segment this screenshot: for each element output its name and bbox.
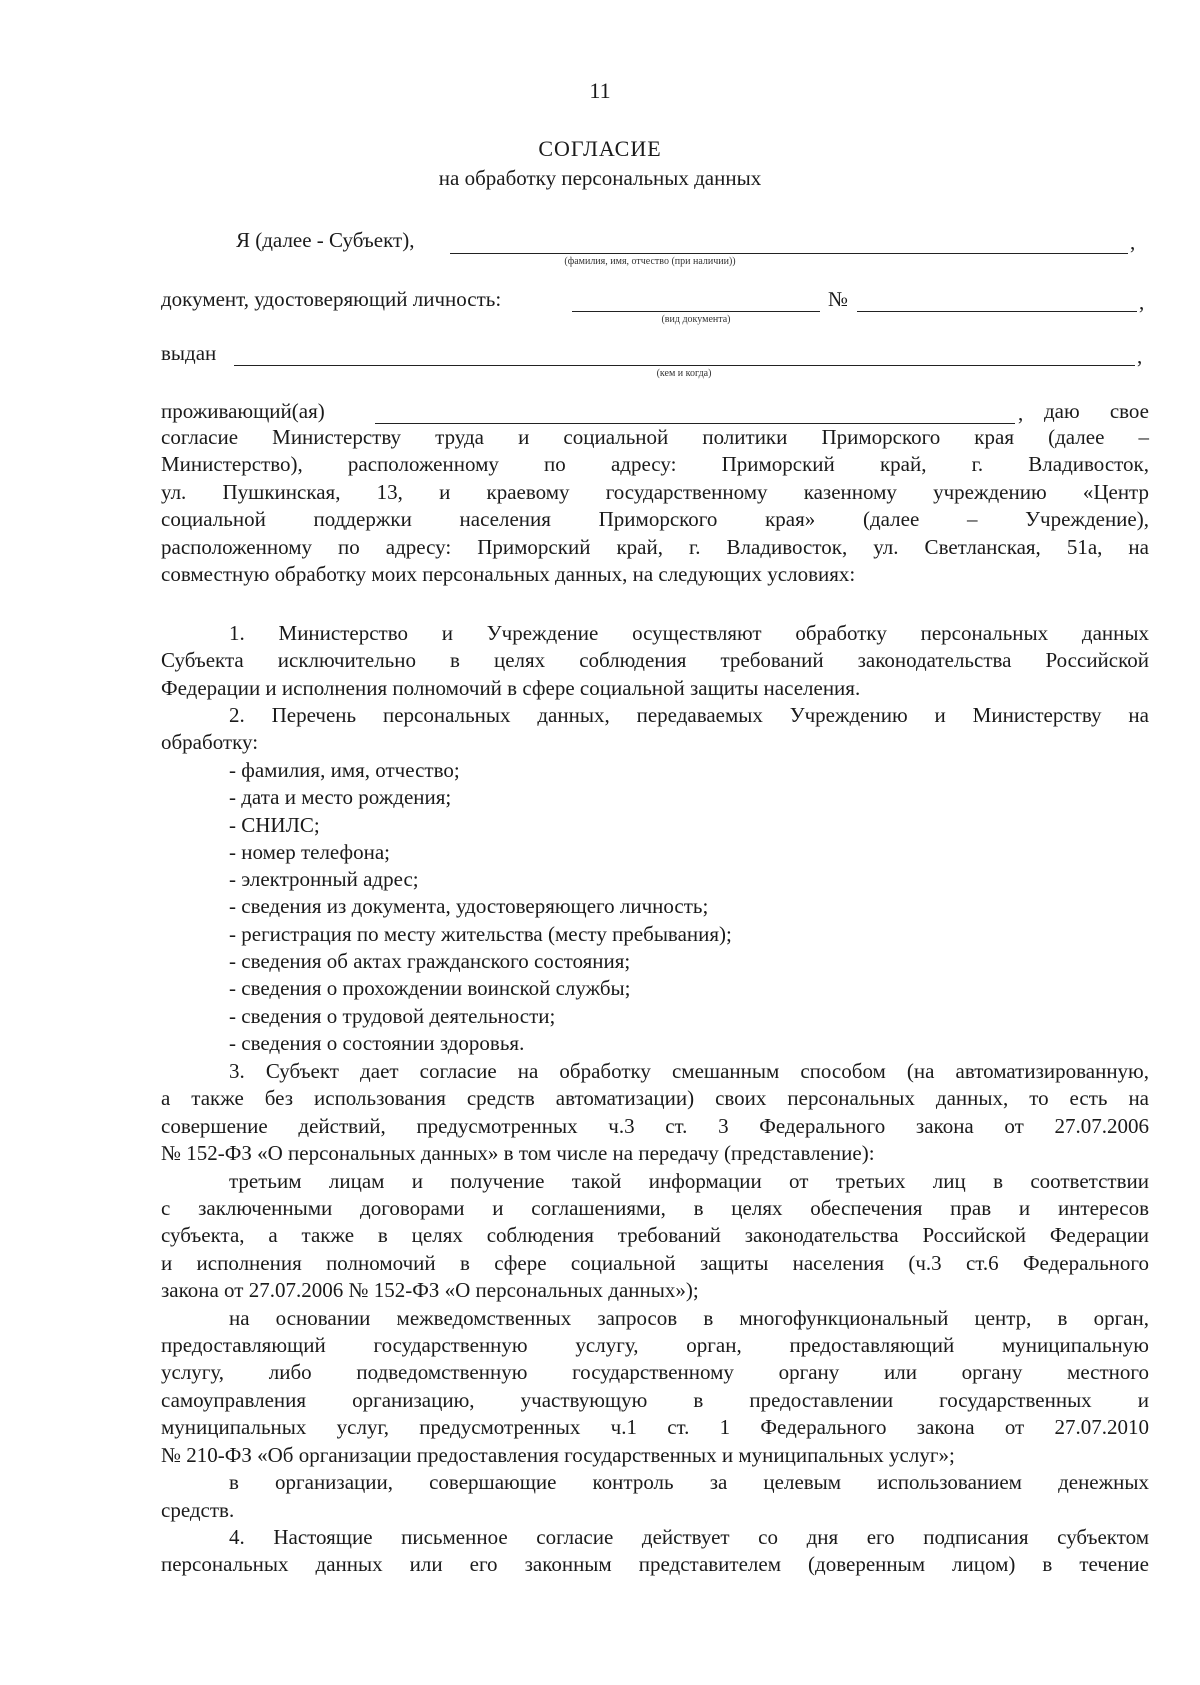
list-item: - сведения о состоянии здоровья. <box>229 1030 525 1055</box>
list-item: - сведения из документа, удостоверяющего личность; <box>229 894 709 919</box>
clause-line: № 152-ФЗ «О персональных данных» в том числе на передачу (представление): <box>161 1141 875 1166</box>
clause-line: и исполнения полномочий в сфере социальной защиты населения (ч.3 ст.6 Федерального <box>161 1250 1149 1275</box>
residing-comma: , <box>1018 401 1024 425</box>
list-item: - сведения об актах гражданского состояния; <box>229 949 631 974</box>
document-title: СОГЛАСИЕ <box>538 136 662 161</box>
document-number-fill-line[interactable] <box>857 311 1137 312</box>
clause-line: а также без использования средств автоматизации) своих персональных данных, то есть на <box>161 1086 1149 1111</box>
clause-line: обработку: <box>161 730 259 755</box>
page-number: 11 <box>589 78 611 103</box>
clause-line: третьим лицам и получение такой информации от третьих лиц в соответствии <box>229 1168 1149 1193</box>
clause-line: самоуправления организацию, участвующую в предоставлении государственных и <box>161 1387 1149 1412</box>
intro-line: ул. Пушкинская, 13, и краевому государственному казенному учреждению «Центр <box>161 479 1149 504</box>
list-item: - сведения о трудовой деятельности; <box>229 1003 556 1028</box>
clause-line: субъекта, а также в целях соблюдения требований законодательства Российской Федерации <box>161 1223 1149 1248</box>
intro-line: расположенному по адресу: Приморский край, г. Владивосток, ул. Светланская, 51а, на <box>161 534 1149 559</box>
list-item: - регистрация по месту жительства (месту пребывания); <box>229 921 732 946</box>
list-item: - номер телефона; <box>229 839 390 864</box>
subject-caption: (фамилия, имя, отчество (при наличии)) <box>564 256 736 267</box>
clause-line: 2. Перечень персональных данных, передаваемых Учреждению и Министерству на <box>229 703 1149 727</box>
document-caption: (вид документа) <box>661 314 731 325</box>
clause-line: персональных данных или его законным представителем (доверенным лицом) в течение <box>161 1552 1149 1577</box>
intro-line: социальной поддержки населения Приморского края» (далее – Учреждение), <box>161 507 1149 532</box>
list-item: - фамилия, имя, отчество; <box>229 758 460 782</box>
subject-fill-line[interactable] <box>450 253 1128 254</box>
document-subtitle: на обработку персональных данных <box>438 166 762 190</box>
intro-line: совместную обработку моих персональных данных, на следующих условиях: <box>161 562 856 587</box>
list-item: - дата и место рождения; <box>229 785 452 810</box>
clause-line: предоставляющий государственную услугу, орган, предоставляющий муниципальную <box>161 1333 1149 1358</box>
intro-line: Министерство), расположенному по адресу: Приморский край, г. Владивосток, <box>161 452 1149 477</box>
issued-fill-line[interactable] <box>234 365 1135 366</box>
subject-comma: , <box>1130 230 1136 254</box>
document-label: документ, удостоверяющий личность: <box>161 287 502 311</box>
clause-line: совершение действий, предусмотренных ч.3 ст. 3 Федерального закона от 27.07.2006 <box>161 1113 1149 1138</box>
clause-line: услугу, либо подведомственную государственному органу или органу местного <box>161 1360 1149 1385</box>
clause-line: средств. <box>161 1497 235 1522</box>
issued-comma: , <box>1137 344 1143 368</box>
clause-line: 3. Субъект дает согласие на обработку смешанным способом (на автоматизированную, <box>229 1059 1149 1083</box>
document-comma: , <box>1139 290 1145 314</box>
clause-line: в организации, совершающие контроль за целевым использованием денежных <box>229 1470 1149 1495</box>
subject-label: Я (далее - Субъект), <box>236 228 415 252</box>
clause-2 <box>161 702 1149 757</box>
clause-line: 4. Настоящие письменное согласие действует со дня его подписания субъектом <box>229 1525 1149 1549</box>
clause-1 <box>161 620 1149 702</box>
list-item: - электронный адрес; <box>229 867 419 892</box>
clause-3 <box>161 1058 1149 1524</box>
issued-label: выдан <box>161 341 217 365</box>
list-item: - сведения о прохождении воинской службы; <box>229 976 631 1001</box>
issued-caption: (кем и когда) <box>656 368 712 379</box>
clause-4 <box>161 1524 1149 1579</box>
document-type-fill-line[interactable] <box>572 311 820 312</box>
number-label: № <box>828 287 849 311</box>
personal-data-list <box>229 757 732 1057</box>
residing-label: проживающий(ая) <box>161 399 325 423</box>
clause-line: № 210-ФЗ «Об организации предоставления государственных и муниципальных услуг»; <box>161 1442 955 1467</box>
clause-line: Федерации и исполнения полномочий в сфере социальной защиты населения. <box>161 675 861 700</box>
clause-line: Субъекта исключительно в целях соблюдения требований законодательства Российской <box>161 648 1149 673</box>
clause-line: закона от 27.07.2006 № 152-ФЗ «О персональных данных»); <box>161 1278 699 1303</box>
intro-line: согласие Министерству труда и социальной политики Приморского края (далее – <box>161 425 1149 449</box>
clause-line: на основании межведомственных запросов в многофункциональный центр, в орган, <box>229 1305 1149 1330</box>
residing-tail: даю свое <box>1044 399 1149 423</box>
clause-line: с заключенными договорами и соглашениями, в целях обеспечения прав и интересов <box>161 1196 1149 1221</box>
intro-paragraph <box>161 424 1149 588</box>
clause-line: муниципальных услуг, предусмотренных ч.1 ст. 1 Федерального закона от 27.07.2010 <box>161 1415 1149 1440</box>
clause-line: 1. Министерство и Учреждение осуществляют обработку персональных данных <box>229 621 1149 645</box>
list-item: - СНИЛС; <box>229 812 320 837</box>
